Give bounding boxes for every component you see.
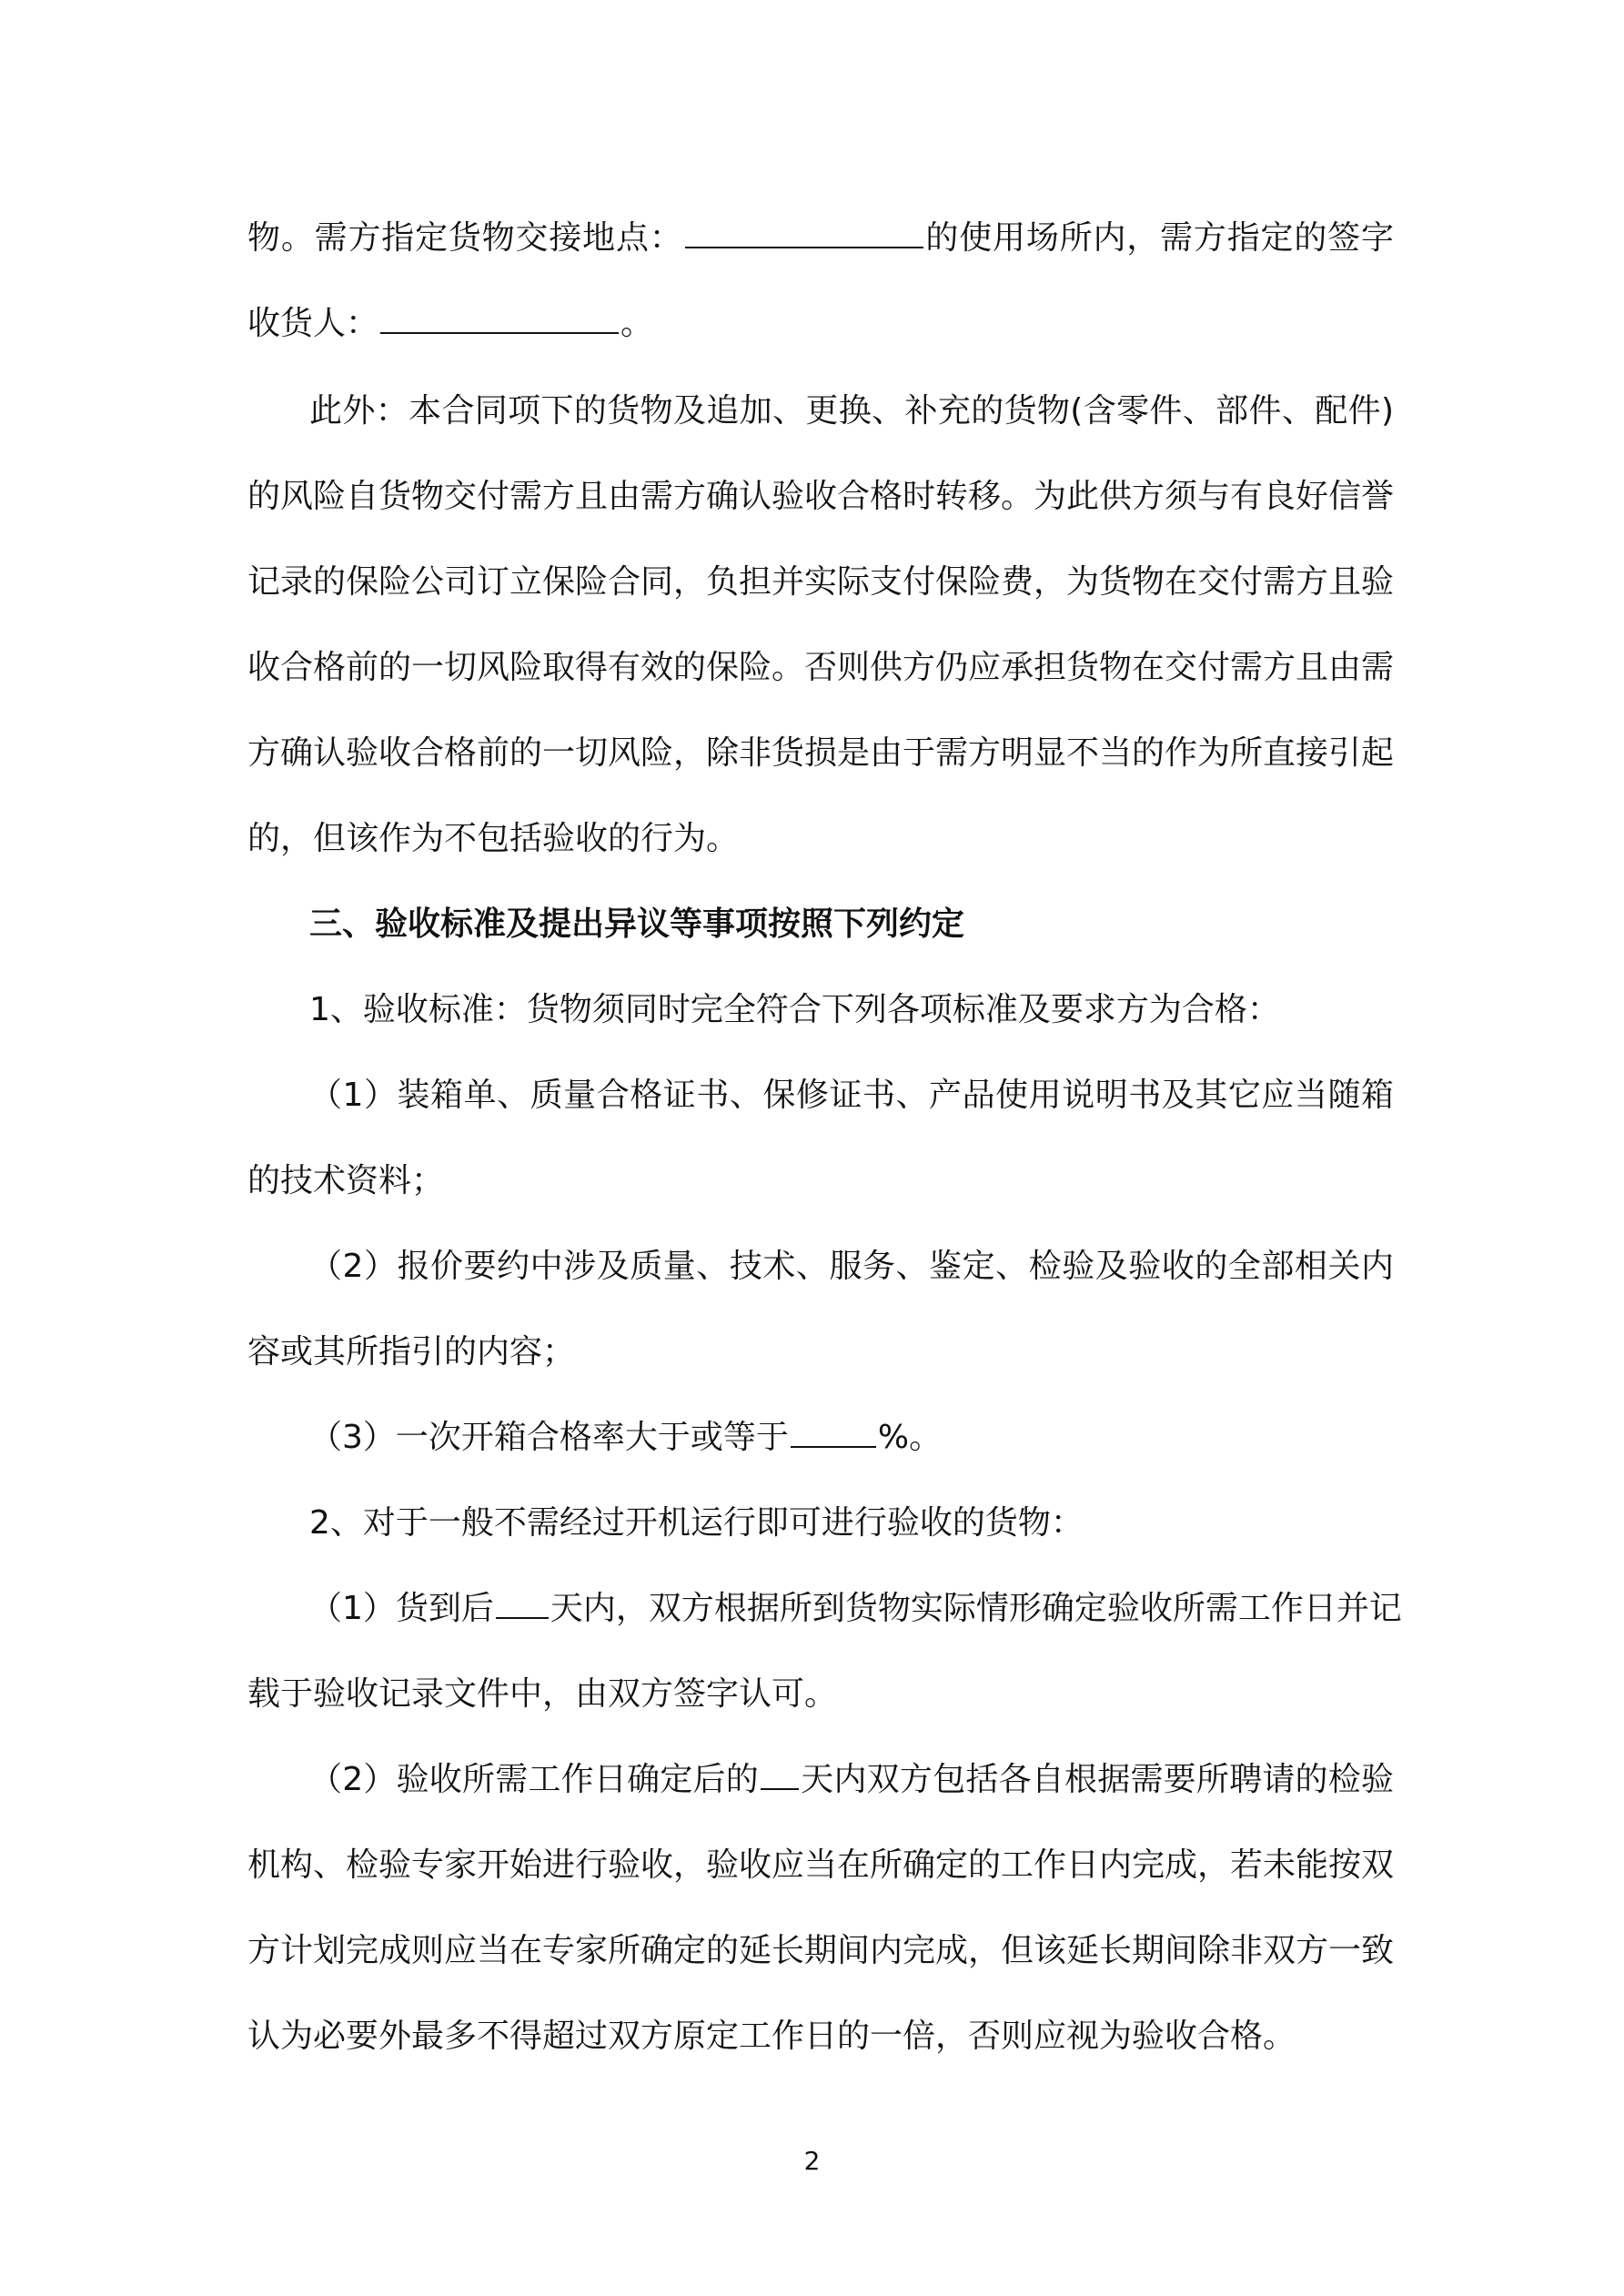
- text-segment: （2）报价要约中涉及质量、技术、服务、鉴定、检验及验收的全部相关内: [309, 1248, 1394, 1285]
- text-line: [247, 218, 1394, 258]
- text-line: [247, 304, 1394, 344]
- text-segment: 记录的保险公司订立保险合同，负担并实际支付保险费，为货物在交付需方且验: [247, 563, 1395, 601]
- text-line: [309, 391, 1394, 431]
- text-line: [309, 1760, 1394, 1800]
- text-segment: 载于验收记录文件中，由双方签字认可。: [247, 1675, 838, 1713]
- text-segment: 方计划完成则应当在专家所确定的延长期间内完成，但该延长期间除非双方一致: [247, 1932, 1395, 1969]
- text-line: [309, 1076, 1394, 1116]
- text-segment: 的使用场所内，需方指定的签字: [924, 219, 1394, 257]
- section-heading: [309, 905, 1394, 945]
- text-segment: 此外：本合同项下的货物及追加、更换、补充的货物(含零件、部件、配件): [309, 392, 1394, 430]
- text-line: [247, 1161, 1394, 1201]
- text-segment: 2、对于一般不需经过开机运行即可进行验收的货物：: [309, 1504, 1084, 1542]
- text-line: [309, 1247, 1394, 1287]
- text-line: [247, 2017, 1394, 2057]
- text-line: [247, 562, 1394, 602]
- text-line: [247, 733, 1394, 774]
- text-line: [247, 477, 1394, 517]
- text-line: [247, 1846, 1394, 1886]
- text-line: [309, 1418, 1394, 1458]
- text-segment: 1、验收标准：货物须同时完全符合下列各项标准及要求方为合格：: [309, 991, 1280, 1028]
- text-segment: 认为必要外最多不得超过双方原定工作日的一倍，否则应视为验收合格。: [247, 2018, 1296, 2055]
- text-segment: （3）一次开箱合格率大于或等于: [309, 1419, 789, 1456]
- text-segment: 的技术资料；: [247, 1162, 445, 1199]
- section-heading-text: 三、验收标准及提出异议等事项按照下列约定: [309, 905, 965, 943]
- fill-in-blank: [380, 305, 619, 334]
- text-segment: 的，但该作为不包括验收的行为。: [247, 820, 740, 857]
- text-line: [247, 648, 1394, 688]
- text-segment: 机构、检验专家开始进行验收，验收应当在所确定的工作日内完成，若未能按双: [247, 1846, 1395, 1884]
- text-line: [247, 1674, 1394, 1714]
- text-line: [309, 1589, 1402, 1629]
- text-line: [309, 990, 1394, 1030]
- text-segment: （2）验收所需工作日确定后的: [309, 1761, 760, 1798]
- text-segment: 收货人：: [247, 305, 379, 342]
- text-segment: %。: [877, 1419, 943, 1456]
- text-line: [247, 819, 1394, 859]
- text-segment: 方确认验收合格前的一切风险，除非货损是由于需方明显不当的作为所直接引起: [247, 734, 1395, 772]
- text-segment: 。: [620, 305, 654, 342]
- text-segment: （1）装箱单、质量合格证书、保修证书、产品使用说明书及其它应当随箱: [309, 1077, 1394, 1114]
- text-segment: （1）货到后: [309, 1590, 494, 1627]
- text-segment: 容或其所指引的内容；: [247, 1333, 576, 1371]
- fill-in-blank: [761, 1761, 799, 1790]
- fill-in-blank: [685, 219, 923, 248]
- fill-in-blank: [791, 1419, 876, 1448]
- fill-in-blank: [496, 1590, 549, 1619]
- text-segment: 天内双方包括各自根据需要所聘请的检验: [801, 1761, 1394, 1798]
- text-segment: 物。需方指定货物交接地点：: [247, 219, 683, 257]
- text-segment: 收合格前的一切风险取得有效的保险。否则供方仍应承担货物在交付需方且由需: [247, 649, 1395, 686]
- text-line: [247, 1931, 1394, 1971]
- page-number: 2: [803, 2146, 821, 2176]
- text-line: [247, 1332, 1394, 1372]
- text-line: [309, 1503, 1394, 1543]
- text-segment: 天内，双方根据所到货物实际情形确定验收所需工作日并记: [550, 1590, 1402, 1627]
- text-segment: 的风险自货物交付需方且由需方确认验收合格时转移。为此供方须与有良好信誉: [247, 478, 1395, 515]
